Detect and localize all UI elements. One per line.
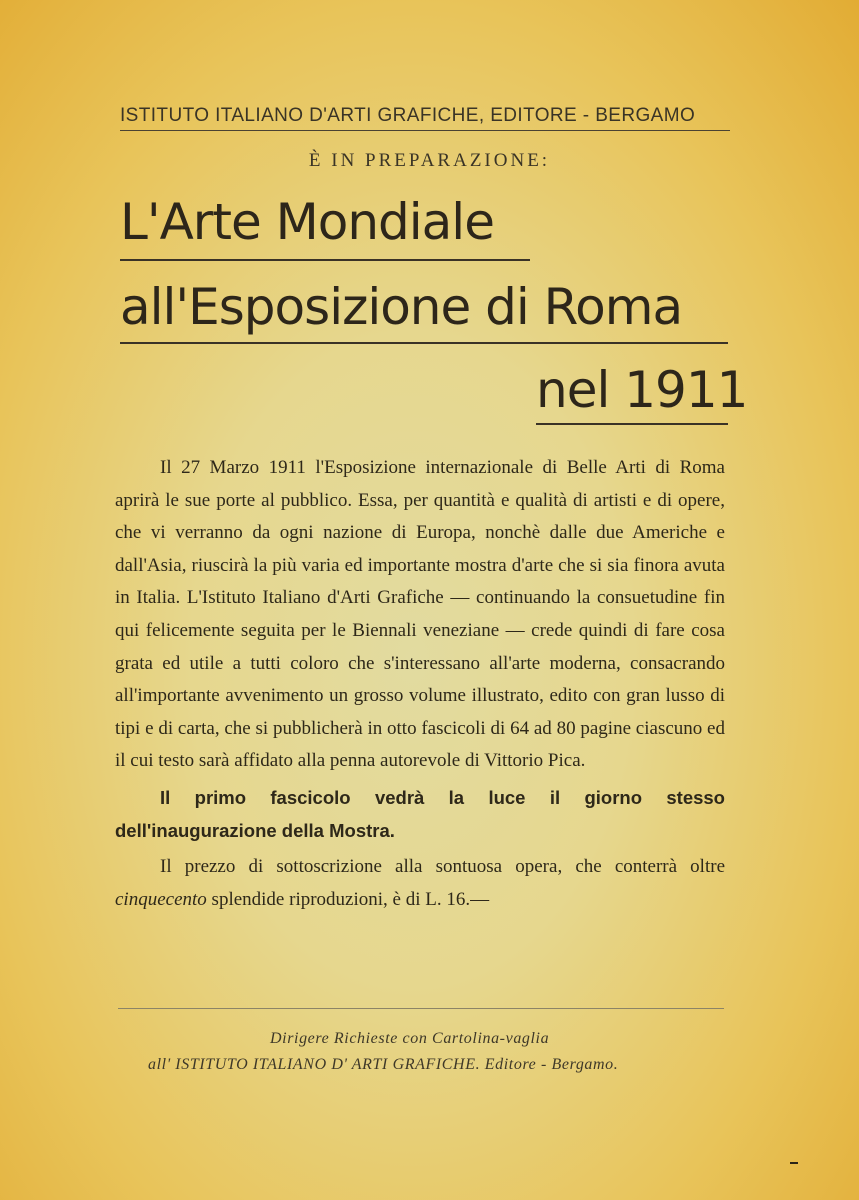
price-text-prefix: Il prezzo di sottoscrizione alla sontuosa opera, che conterrà oltre [160, 856, 725, 878]
announcement-line: È IN PREPARAZIONE: [308, 150, 551, 171]
title-line-2: all'Esposizione di Roma [120, 278, 683, 336]
title-rule-3 [536, 423, 728, 425]
body-paragraph-1: Il 27 Marzo 1911 l'Esposizione internazionale di Belle Arti di Roma aprirà le sue porte al pubblico. Essa, per quantità e qualità di artisti e di opere, che vi verranno da ogni nazione di Europa, nonchè dalle due Americhe e dall'Asia, riuscirà la più varia ed importante mostra d'arte che si sia finora avuta in Italia. L'Istituto Italiano d'Arti Grafiche — continuando la consuetudine fin qui felicemente seguita per le Biennali veneziane — crede quindi di fare cosa grata ed utile a tutti coloro che s'interessano all'arte moderna, consacrando all'importante avvenimento un grosso volume illustrato, edito con gran lusso di tipi e di carta, che si pubblicherà in otto fascicoli di 64 ad 80 pagine ciascuno ed il cui testo sarà affidato alla penna autorevole di Vittorio Pica. [115, 457, 725, 772]
title-rule-2 [120, 342, 728, 344]
publisher-header: ISTITUTO ITALIANO D'ARTI GRAFICHE, EDITORE - BERGAMO [120, 104, 730, 131]
title-line-1: L'Arte Mondiale [120, 193, 494, 251]
print-speck [790, 1162, 798, 1164]
footer-rule [118, 1008, 724, 1009]
body-text [115, 452, 725, 916]
title-rule-1 [120, 259, 530, 261]
body-paragraph-2: Il primo fascicolo vedrà la luce il giorno stesso dell'inaugurazione della Mostra. [115, 786, 725, 841]
price-text-suffix: splendide riproduzioni, è di L. 16.— [206, 888, 490, 910]
footer-line-2: all' ISTITUTO ITALIANO D' ARTI GRAFICHE. Editore - Bergamo. [148, 1056, 619, 1073]
footer-line-1: Dirigere Richieste con Cartolina-vaglia [270, 1030, 550, 1047]
price-text-italic: cinquecento [115, 888, 207, 910]
body-paragraph-3 [115, 851, 725, 916]
title-line-3: nel 1911 [536, 361, 748, 419]
